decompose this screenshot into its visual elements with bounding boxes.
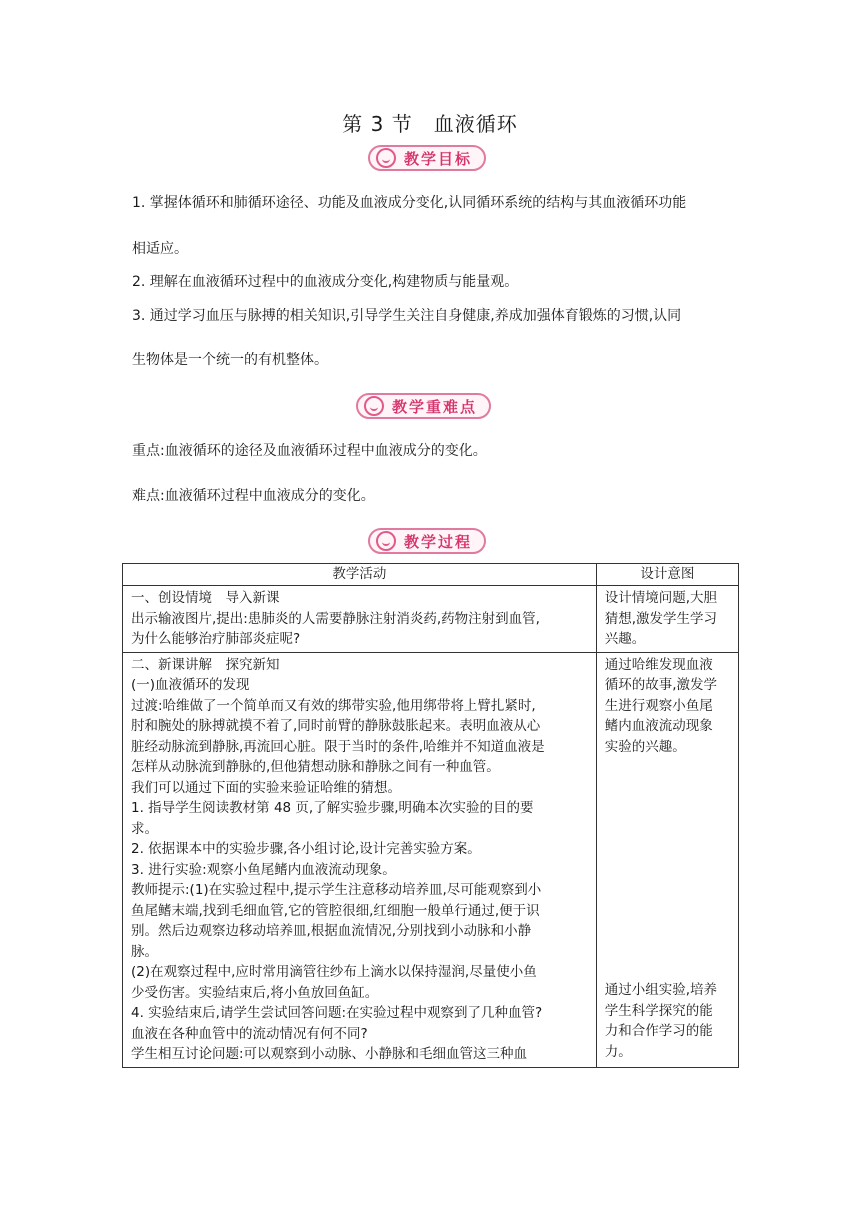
bulb-icon [364,396,384,416]
activity-line: 鱼尾鳍末端,找到毛细血管,它的管腔很细,红细胞一般单行通过,便于识 [131,902,540,919]
page-title: 第 3 节 血液循环 [342,112,518,136]
activity-line: 血液在各种血管中的流动情况有何不同? [131,1025,368,1042]
activity-line: 求。 [131,820,158,837]
objective-line: 相适应。 [132,241,188,257]
activity-line: 脏经动脉流到静脉,再流回心脏。限于当时的条件,哈维并不知道血液是 [131,738,545,755]
objective-line: 2. 理解在血液循环过程中的血液成分变化,构建物质与能量观。 [132,274,519,290]
intent-line: 鳍内血液流动现象 [604,718,713,734]
activity-line: 教师提示:(1)在实验过程中,提示学生注意移动培养皿,尽可能观察到小 [131,882,542,898]
intent-line: 生进行观察小鱼尾 [604,697,713,714]
activity-cell [123,652,597,1067]
intent-line: 设计情境问题,大胆 [604,590,718,606]
section-badge-key-points [356,393,491,419]
activity-line: (2)在观察过程中,应时常用滴管往纱布上滴水以保持湿润,尽量使小鱼 [131,964,537,980]
section-label: 教学重难点 [392,397,478,416]
header-activity: 教学活动 [123,564,597,586]
activity-line: 2. 依据课本中的实验步骤,各小组讨论,设计完善实验方案。 [131,841,481,857]
activity-line: 出示输液图片,提出:患肺炎的人需要静脉注射消炎药,药物注射到血管, [131,610,540,627]
objective-line: 1. 掌握体循环和肺循环途径、功能及血液成分变化,认同循环系统的结构与其血液循环功能 [132,195,687,211]
activity-line: (一)血液循环的发现 [131,677,250,693]
focus-text: 重点:血液循环的途径及血液循环过程中血液成分的变化。 [132,443,487,459]
section-label: 教学过程 [404,532,473,551]
activity-line: 二、新课讲解 探究新知 [131,656,280,673]
section-badge-objectives [368,145,486,171]
objective-line: 3. 通过学习血压与脉搏的相关知识,引导学生关注自身健康,养成加强体育锻炼的习惯,认同 [132,308,682,324]
difficulty-text: 难点:血液循环过程中血液成分的变化。 [132,488,375,504]
intent-cell [596,586,738,653]
bulb-icon [376,148,396,168]
intent-line: 通过小组实验,培养 [604,982,718,998]
intent-line: 力和合作学习的能 [604,1023,713,1039]
activity-line: 一、创设情境 导入新课 [131,590,280,606]
activity-line: 1. 指导学生阅读教材第 48 页,了解实验步骤,明确本次实验的目的要 [131,800,534,816]
activity-line: 肘和腕处的脉搏就摸不着了,同时前臂的静脉鼓胀起来。表明血液从心 [131,718,541,734]
intent-line: 通过哈维发现血液 [604,656,713,673]
intent-line: 实验的兴趣。 [604,738,686,755]
activity-line: 少受伤害。实验结束后,将小鱼放回鱼缸。 [131,984,379,1001]
section-badge-process [368,528,486,554]
activity-line: 4. 实验结束后,请学生尝试回答问题:在实验过程中观察到了几种血管? [131,1005,543,1021]
table-row [123,586,739,653]
table-row [123,652,739,1067]
process-table [122,563,739,1068]
activity-line: 3. 进行实验:观察小鱼尾鳍内血液流动现象。 [131,861,396,878]
intent-line: 学生科学探究的能 [604,1002,713,1019]
table-header-row [123,564,739,586]
activity-line: 为什么能够治疗肺部炎症呢? [131,631,301,647]
objective-line: 生物体是一个统一的有机整体。 [132,352,328,368]
activity-line: 我们可以通过下面的实验来验证哈维的猜想。 [131,779,401,796]
intent-cell [596,652,738,1067]
intent-line: 猜想,激发学生学习 [604,610,718,627]
spacer [605,757,730,980]
bulb-icon [376,531,396,551]
intent-line: 兴趣。 [604,631,646,647]
activity-line: 脉。 [131,943,158,960]
activity-cell [123,586,597,653]
intent-line: 力。 [604,1043,632,1060]
activity-line: 过渡:哈维做了一个简单而又有效的绑带实验,他用绑带将上臂扎紧时, [131,697,536,714]
header-intent: 设计意图 [596,564,738,586]
activity-line: 怎样从动脉流到静脉的,但他猜想动脉和静脉之间有一种血管。 [131,759,500,775]
intent-line: 循环的故事,激发学 [604,677,718,693]
activity-line: 学生相互讨论问题:可以观察到小动脉、小静脉和毛细血管这三种血 [131,1046,528,1062]
activity-line: 别。然后边观察边移动培养皿,根据血流情况,分别找到小动脉和小静 [131,923,532,939]
section-label: 教学目标 [404,149,473,168]
